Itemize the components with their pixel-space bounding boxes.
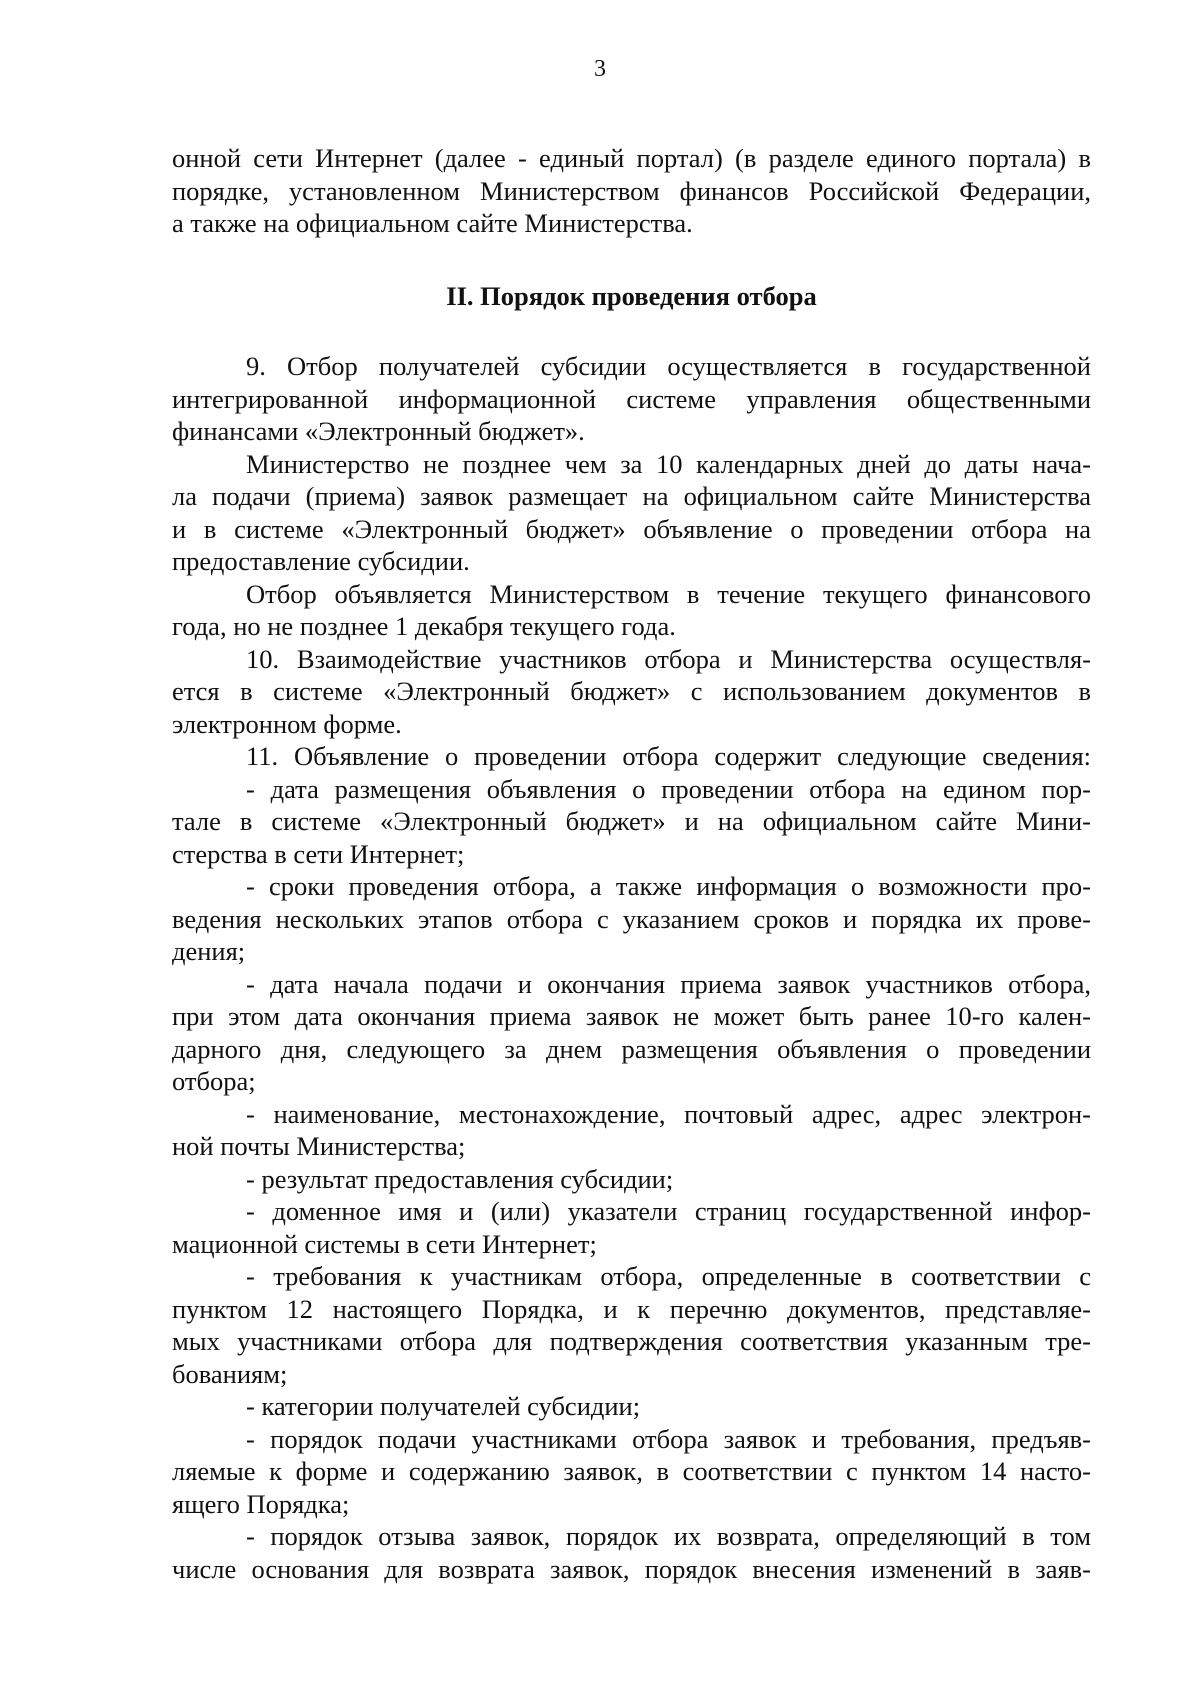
paragraph-line: порядке, установленном Министерством финансов Российской Федерации, xyxy=(172,175,1091,206)
paragraph-line: ведения нескольких этапов отбора с указанием сроков и порядка их прове- xyxy=(172,903,1091,934)
paragraph-line: при этом дата окончания приема заявок не может быть ранее 10-го кален- xyxy=(172,1001,1091,1031)
paragraph-line: пунктом 12 настоящего Порядка, и к перечню документов, представляе- xyxy=(172,1293,1091,1324)
paragraph-line: 11. Объявление о проведении отбора содержит следующие сведения: xyxy=(246,741,1091,771)
paragraph-line: ной почты Министерства; xyxy=(172,1131,466,1161)
page-number: 3 xyxy=(594,56,606,82)
paragraph-line: Министерство не позднее чем за 10 календарных дней до даты нача- xyxy=(246,448,1091,479)
paragraph-line: ла подачи (приема) заявок размещает на официальном сайте Министерства xyxy=(172,481,1091,511)
paragraph-line: дарного дня, следующего за днем размещения объявления о проведении xyxy=(172,1033,1091,1064)
paragraph-line: - порядок подачи участниками отбора заявок и требования, предъяв- xyxy=(246,1423,1091,1454)
paragraph-line: онной сети Интернет (далее - единый портал) (в разделе единого портала) в xyxy=(172,143,1091,173)
paragraph-line: - доменное имя и (или) указатели страниц государственной инфор- xyxy=(246,1196,1091,1226)
paragraph-line: - порядок отзыва заявок, порядок их возврата, определяющий в том xyxy=(246,1521,1091,1551)
paragraph-line: - дата размещения объявления о проведении отбора на едином пор- xyxy=(246,773,1091,804)
paragraph-line: отбора; xyxy=(172,1066,256,1096)
paragraph-line: мых участниками отбора для подтверждения соответствия указанным тре- xyxy=(172,1326,1091,1356)
paragraph-line: ляемые к форме и содержанию заявок, в соответствии с пунктом 14 насто- xyxy=(172,1456,1091,1486)
paragraph-line: 9. Отбор получателей субсидии осуществляется в государственной xyxy=(246,351,1091,381)
paragraph-line: интегрированной информационной системе управления общественными xyxy=(172,383,1091,414)
paragraph-line: а также на официальном сайте Министерства. xyxy=(172,208,693,238)
document-body xyxy=(172,142,1091,1585)
paragraph-line: электронном форме. xyxy=(172,708,402,739)
paragraph-line: предоставление субсидии. xyxy=(172,546,470,576)
paragraph-line: стерства в сети Интернет; xyxy=(172,838,465,869)
paragraph-line: числе основания для возврата заявок, порядок внесения изменений в заяв- xyxy=(172,1553,1091,1584)
paragraph-line: ящего Порядка; xyxy=(172,1488,350,1519)
section-heading: II. Порядок проведения отбора xyxy=(446,280,817,311)
paragraph-line: финансами «Электронный бюджет». xyxy=(172,416,585,446)
paragraph-line: - требования к участникам отбора, определенные в соответствии с xyxy=(246,1261,1091,1291)
paragraph-line: ется в системе «Электронный бюджет» с использованием документов в xyxy=(172,676,1091,706)
paragraph-line: бованиям; xyxy=(172,1358,288,1389)
paragraph-line: - дата начала подачи и окончания приема заявок участников отбора, xyxy=(246,968,1091,999)
paragraph-line: дения; xyxy=(172,936,246,966)
paragraph-line: Отбор объявляется Министерством в течение текущего финансового xyxy=(246,578,1091,609)
paragraph-line: - результат предоставления субсидии; xyxy=(246,1163,674,1194)
paragraph-line: мационной системы в сети Интернет; xyxy=(172,1228,597,1259)
paragraph-line: - наименование, местонахождение, почтовый адрес, адрес электрон- xyxy=(246,1098,1091,1129)
paragraph-line: и в системе «Электронный бюджет» объявление о проведении отбора на xyxy=(172,513,1091,544)
paragraph-line: 10. Взаимодействие участников отбора и Министерства осуществля- xyxy=(246,643,1091,674)
paragraph-line: тале в системе «Электронный бюджет» и на официальном сайте Мини- xyxy=(172,806,1091,836)
paragraph-line: года, но не позднее 1 декабря текущего года. xyxy=(172,611,676,641)
paragraph-line: - категории получателей субсидии; xyxy=(246,1391,641,1421)
paragraph-line: - сроки проведения отбора, а также информация о возможности про- xyxy=(246,871,1091,901)
